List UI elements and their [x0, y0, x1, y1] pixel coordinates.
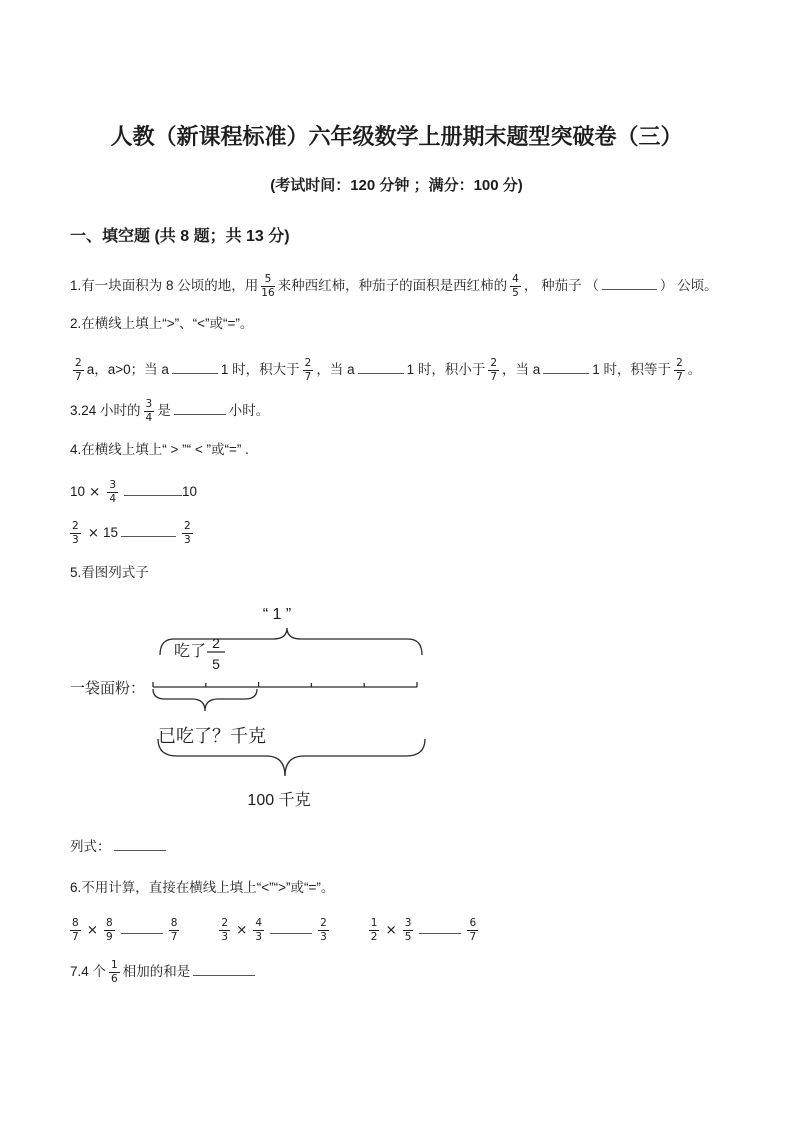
- fraction-2-3: $\frac{2}{3}$: [221, 916, 229, 943]
- answer-blank: [602, 277, 657, 290]
- question-2-head: 2.在横线上填上“>”、“<”或“=”。: [70, 316, 254, 331]
- q1-text-2: 来种西红柿，种茄子的面积是西红柿的: [277, 278, 508, 293]
- fraction-3-4: $\frac{3}{4}$: [109, 478, 117, 505]
- diagram-whole-label: “ 1 ”: [262, 606, 292, 623]
- q1-text-3: ， 种茄子 （: [523, 278, 599, 293]
- multiply-sign: ×: [236, 922, 248, 938]
- q2-text-7: 。: [687, 362, 702, 377]
- diagram-ate-label: 吃了: [174, 643, 207, 660]
- fraction-2-7: $\frac{2}{7}$: [676, 356, 683, 383]
- fraction-2-3: $\frac{2}{3}$: [320, 916, 327, 943]
- answer-blank: [121, 921, 163, 934]
- q2-text-2: 1 时，积大于: [220, 362, 300, 377]
- diagram-total-label: 100 千克: [247, 792, 311, 809]
- q4-operand: 10: [182, 484, 198, 499]
- question-3: [70, 396, 269, 426]
- q3-text-1: 3.24 小时的: [70, 403, 141, 418]
- q1-text-4: ） 公顷。: [659, 278, 718, 293]
- fraction-5-16: $\frac{5}{16}$: [261, 272, 275, 299]
- q5-bar-diagram: [70, 592, 450, 822]
- fraction-8-9: $\frac{8}{9}$: [106, 916, 113, 943]
- question-6-head: 6.不用计算，直接在横线上填上“<”“>”或“=”。: [70, 880, 335, 895]
- answer-blank: [419, 921, 461, 934]
- fraction-2-3: $\frac{2}{3}$: [72, 519, 79, 546]
- answer-blank: [543, 361, 589, 374]
- fraction-2-7: $\frac{2}{7}$: [304, 356, 312, 383]
- q1-text-1: 1.有一块面积为 8 公顷的地，用: [70, 278, 259, 293]
- under-brace-eaten: [153, 689, 257, 711]
- answer-blank: [114, 838, 166, 851]
- multiply-sign: ×: [87, 525, 99, 541]
- answer-blank: [270, 921, 312, 934]
- q5-equation-line: [70, 837, 169, 857]
- q3-text-3: 小时。: [228, 403, 270, 418]
- q7-text-1: 7.4 个: [70, 964, 107, 979]
- fraction-6-7: $\frac{6}{7}$: [469, 916, 477, 943]
- diagram-fraction-numerator: 2: [212, 635, 220, 651]
- answer-blank: [121, 524, 176, 537]
- multiply-sign: ×: [385, 922, 397, 938]
- question-7: [70, 957, 258, 987]
- q4-operand: 15: [103, 525, 119, 540]
- diagram-bag-label: 一袋面粉：: [70, 680, 146, 697]
- fraction-8-7: $\frac{8}{7}$: [170, 916, 178, 943]
- question-1: [70, 271, 718, 301]
- question-4-head: 4.在横线上填上“ > ”“ < ”或“=” .: [70, 442, 249, 457]
- fraction-2-7: $\frac{2}{7}$: [490, 356, 498, 383]
- fraction-2-7: $\frac{2}{7}$: [75, 356, 82, 383]
- question-4-line-2: [70, 518, 196, 548]
- section-1-heading: 一、填空题 (共 8 题；共 13 分): [70, 228, 290, 245]
- q7-text-2: 相加的和是: [122, 964, 191, 979]
- fraction-2-3: $\frac{2}{3}$: [184, 519, 191, 546]
- diagram-eaten-label: 已吃了？千克: [158, 726, 266, 746]
- fraction-1-6: $\frac{1}{6}$: [111, 958, 118, 985]
- question-5-head: 5.看图列式子: [70, 565, 149, 580]
- fraction-3-5: $\frac{3}{5}$: [404, 916, 412, 943]
- q2-text-4: 1 时，积小于: [406, 362, 486, 377]
- fraction-4-5: $\frac{4}{5}$: [512, 272, 519, 299]
- q3-text-2: 是: [157, 403, 171, 418]
- page-title: 人教（新课程标准）六年级数学上册期末题型突破卷（三）: [110, 124, 683, 149]
- diagram-fraction-denominator: 5: [212, 656, 220, 672]
- q2-text-3: ，当 a: [316, 362, 355, 377]
- q4-operand: 10: [70, 484, 86, 499]
- fraction-8-7: $\frac{8}{7}$: [72, 916, 79, 943]
- q2-text-5: ，当 a: [502, 362, 541, 377]
- exam-info: (考试时间：120 分钟 ；满分：100 分): [270, 177, 523, 194]
- fraction-1-2: $\frac{1}{2}$: [370, 916, 378, 943]
- question-2-body: [70, 355, 701, 385]
- answer-blank: [124, 483, 182, 496]
- question-4-line-1: [70, 477, 197, 507]
- question-6-body: [70, 915, 481, 945]
- multiply-sign: ×: [86, 922, 98, 938]
- fraction-3-4: $\frac{3}{4}$: [145, 397, 153, 424]
- answer-blank: [193, 963, 255, 976]
- answer-blank: [172, 361, 218, 374]
- q2-text-6: 1 时，积等于: [592, 362, 672, 377]
- answer-blank: [358, 361, 404, 374]
- fraction-4-3: $\frac{4}{3}$: [255, 916, 263, 943]
- q5-lieshi-label: 列式：: [70, 839, 111, 854]
- answer-blank: [174, 402, 226, 415]
- multiply-sign: ×: [89, 484, 101, 500]
- q2-text-1: a，a>0；当 a: [86, 362, 169, 377]
